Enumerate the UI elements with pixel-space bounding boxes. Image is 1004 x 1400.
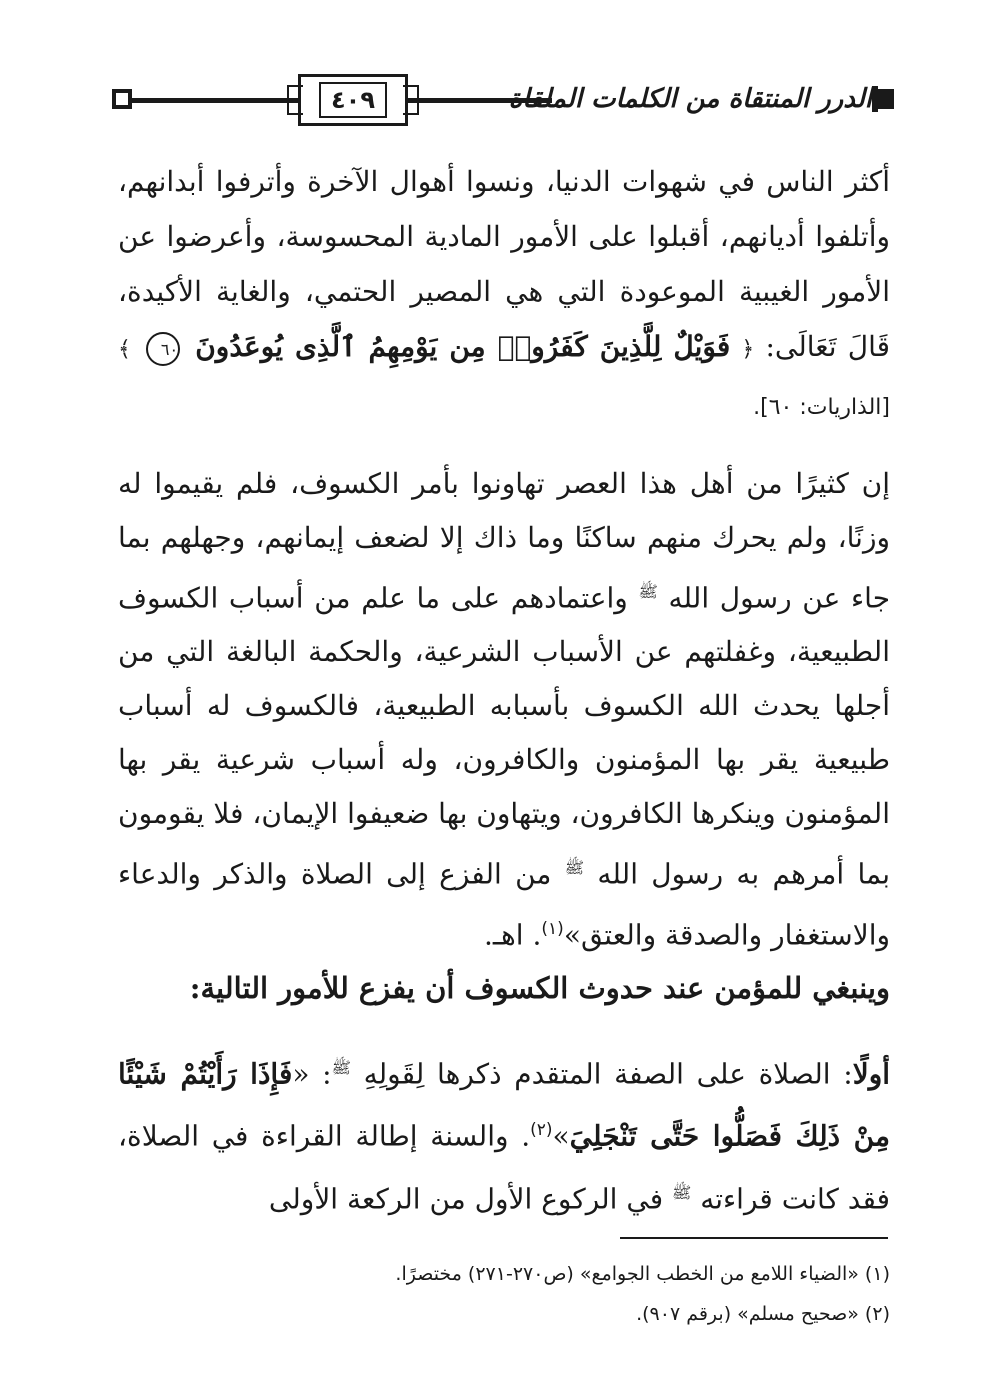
paragraph-1-text: أكثر الناس في شهوات الدنيا، ونسوا أهوال الآخرة وأترفوا أبدانهم، وأتلفوا أديانهم، أقبلوا على الأمور المادية المحسوسة، وأعرضوا عن الأمور الغيبية الموعودة التي هي المصير الحتمي، والغاية الأكيدة، قَالَ تَعَالَى: <box>118 165 891 363</box>
header-rule-left <box>132 98 302 103</box>
header-filled-square-ornament <box>874 89 894 109</box>
footnote-1: (١) «الضياء اللامع من الخطب الجوامع» (ص٢٧٠-٢٧١) مختصرًا. <box>395 1263 890 1285</box>
page-number: ٤٠٩ <box>319 82 387 118</box>
salawat-glyph: ﷺ <box>331 1058 351 1077</box>
ayah-number-badge: ٦٠ <box>146 332 180 366</box>
paragraph-2-part2: واعتمادهم على ما علم من أسباب الكسوف الطبيعية، وغفلتهم عن الأسباب الشرعية، والحكمة البالغة التي من أجلها يحدث الله الكسوف بأسبابه الطبيعية، فالكسوف له أسباب طبيعية يقر بها المؤمنون والكافرون، وله أسباب شرعية يقر بها المؤمنون وينكرها الكافرون، ويتهاون بها ضعيفوا الإيمان، فلا يقومون بما أمرهم به رسول الله <box>118 581 890 891</box>
page-number-frame <box>298 74 408 126</box>
hadith-text: فَإِذَا رَأَيْتُمْ شَيْئًا مِنْ ذَلِكَ فَصَلُّوا حَتَّى تَنْجَلِيَ <box>118 1057 890 1153</box>
footnotes <box>118 1254 890 1334</box>
quran-verse: فَوَيْلٌ لِلَّذِينَ كَفَرُوا۟ مِن يَوْمِهِمُ ٱلَّذِى يُوعَدُونَ <box>195 330 731 363</box>
paragraph-3 <box>118 1040 890 1227</box>
running-title: الدرر المنتقاة من الكلمات الملقاة <box>552 76 872 122</box>
footnote-separator <box>620 1237 888 1239</box>
footnote-2: (٢) «صحيح مسلم» (برقم ٩٠٧). <box>636 1303 890 1325</box>
paragraph-3-part3: » <box>552 1119 570 1153</box>
paragraph-3-part5: في الركوع الأول من الركعة الأولى <box>268 1181 672 1215</box>
footnote-mark-1: (١) <box>541 918 564 939</box>
quran-open-bracket: ﴿ <box>741 337 755 362</box>
surah-reference: [الذاريات: ٦٠]. <box>753 395 890 420</box>
paragraph-2-part1: إن كثيرًا من أهل هذا العصر تهاونوا بأمر الكسوف، فلم يقيموا له وزنًا، ولم يحرك منهم ساكنًا وما ذاك إلا لضعف إيمانهم، وجهلهم بما جاء عن رسول الله <box>118 467 891 615</box>
salawat-glyph: ﷺ <box>638 582 658 601</box>
quran-close-bracket: ﴾ <box>118 337 131 362</box>
footnote-mark-2: (٢) <box>530 1120 553 1141</box>
paragraph-3-part1: : الصلاة على الصفة المتقدم ذكرها لِقَولِهِ <box>350 1057 853 1091</box>
section-heading: وينبغي للمؤمن عند حدوث الكسوف أن يفزع للأمور التالية: <box>189 971 890 1005</box>
header-square-ornament <box>112 89 132 109</box>
paragraph-2 <box>118 457 890 962</box>
paragraph-1 <box>118 154 890 435</box>
page-header <box>112 70 892 132</box>
salawat-glyph: ﷺ <box>564 858 585 878</box>
paragraph-3-part4: . والسنة إطالة القراءة في الصلاة، فقد كانت قراءته <box>118 1119 890 1215</box>
paragraph-2-part3: من الفزع إلى الصلاة والذكر والدعاء والاستغفار والصدقة والعتق» <box>118 857 890 951</box>
paragraph-3-lead: أولًا <box>852 1057 890 1091</box>
salawat-glyph: ﷺ <box>671 1182 692 1202</box>
paragraph-2-part4: . اهـ. <box>483 917 542 951</box>
paragraph-3-part2: : « <box>292 1057 332 1091</box>
